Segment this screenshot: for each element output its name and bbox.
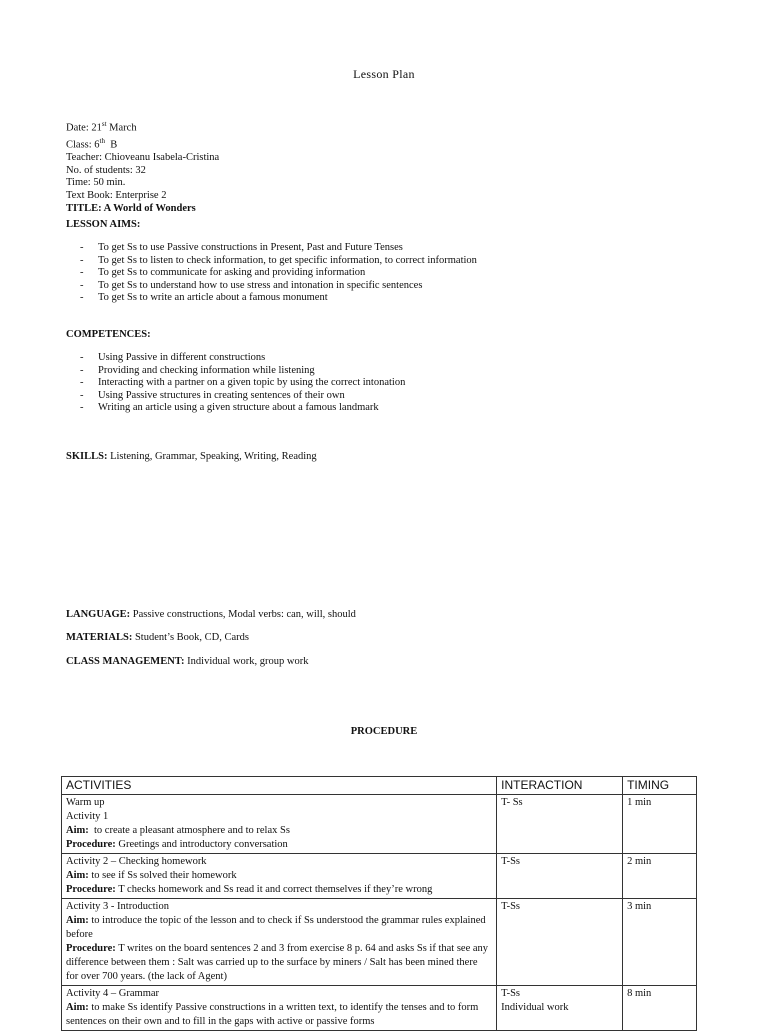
list-item: - To get Ss to use Passive constructions in Present, Past and Future Tenses xyxy=(80,242,477,255)
interaction-cell: T-Ss xyxy=(497,899,623,986)
list-item: - Using Passive structures in creating sentences of their own xyxy=(80,390,405,403)
activity-cell: Warm up Activity 1 Aim: to create a pleasant atmosphere and to relax Ss Procedure: Greetings and introductory conversation xyxy=(62,795,497,854)
header-timing: TIMING xyxy=(623,777,697,795)
timing-cell: 8 min xyxy=(623,986,697,1031)
table-header-row xyxy=(62,777,697,795)
list-item: - To get Ss to understand how to use stress and intonation in specific sentences xyxy=(80,280,477,293)
skills-line: SKILLS: Listening, Grammar, Speaking, Writing, Reading xyxy=(66,451,317,462)
class-line: Class: 6th B xyxy=(66,137,118,151)
date-line: Date: 21st March xyxy=(66,120,137,134)
list-item: - Writing an article using a given structure about a famous landmark xyxy=(80,402,405,415)
interaction-cell: T- Ss xyxy=(497,795,623,854)
table-row xyxy=(62,795,697,854)
list-item: - Providing and checking information while listening xyxy=(80,365,405,378)
table-row xyxy=(62,899,697,986)
list-item: - Interacting with a partner on a given topic by using the correct intonation xyxy=(80,377,405,390)
list-item: - To get Ss to write an article about a famous monument xyxy=(80,292,477,305)
timing-cell: 3 min xyxy=(623,899,697,986)
students-line: No. of students: 32 xyxy=(66,164,146,176)
interaction-cell: T-Ss xyxy=(497,854,623,899)
competences-list xyxy=(80,352,405,415)
activity-cell: Activity 4 – Grammar Aim: to make Ss identify Passive constructions in a written text, to identify the tenses and to form sentences on their own and to fill in the gaps with active or passive forms xyxy=(62,986,497,1031)
activity-cell: Activity 2 – Checking homework Aim: to see if Ss solved their homework Procedure: T checks homework and Ss read it and correct themselves if they’re wrong xyxy=(62,854,497,899)
lesson-info xyxy=(66,118,219,215)
timing-cell: 1 min xyxy=(623,795,697,854)
competences-heading: COMPETENCES: xyxy=(66,329,151,340)
table-row xyxy=(62,854,697,899)
list-item: - To get Ss to communicate for asking and providing information xyxy=(80,267,477,280)
class-management-line: CLASS MANAGEMENT: Individual work, group work xyxy=(66,656,309,667)
header-interaction: INTERACTION xyxy=(497,777,623,795)
lesson-title-line: TITLE: A World of Wonders xyxy=(66,202,196,214)
procedure-heading: PROCEDURE xyxy=(350,726,418,737)
list-item: - Using Passive in different constructions xyxy=(80,352,405,365)
aims-list xyxy=(80,242,477,305)
page-title: Lesson Plan xyxy=(353,67,415,81)
activity-cell: Activity 3 - Introduction Aim: to introduce the topic of the lesson and to check if Ss understood the grammar rules explained before Procedure: T writes on the board sentences 2 and 3 from exercise 8 p. 64 and asks Ss if that see any difference between them : Salt was carried up to the surface by miners / Salt has been mined there for over 700 years. (the lack of Agent) xyxy=(62,899,497,986)
procedure-table xyxy=(61,776,697,1031)
language-line: LANGUAGE: Passive constructions, Modal verbs: can, will, should xyxy=(66,609,356,620)
textbook-line: Text Book: Enterprise 2 xyxy=(66,189,167,201)
list-item: - To get Ss to listen to check information, to get specific information, to correct information xyxy=(80,255,477,268)
interaction-cell: T-Ss Individual work xyxy=(497,986,623,1031)
aims-heading: LESSON AIMS: xyxy=(66,219,141,230)
header-activities: ACTIVITIES xyxy=(62,777,497,795)
timing-cell: 2 min xyxy=(623,854,697,899)
materials-line: MATERIALS: Student’s Book, CD, Cards xyxy=(66,632,249,643)
time-line: Time: 50 min. xyxy=(66,177,126,189)
teacher-line: Teacher: Chioveanu Isabela-Cristina xyxy=(66,152,220,164)
